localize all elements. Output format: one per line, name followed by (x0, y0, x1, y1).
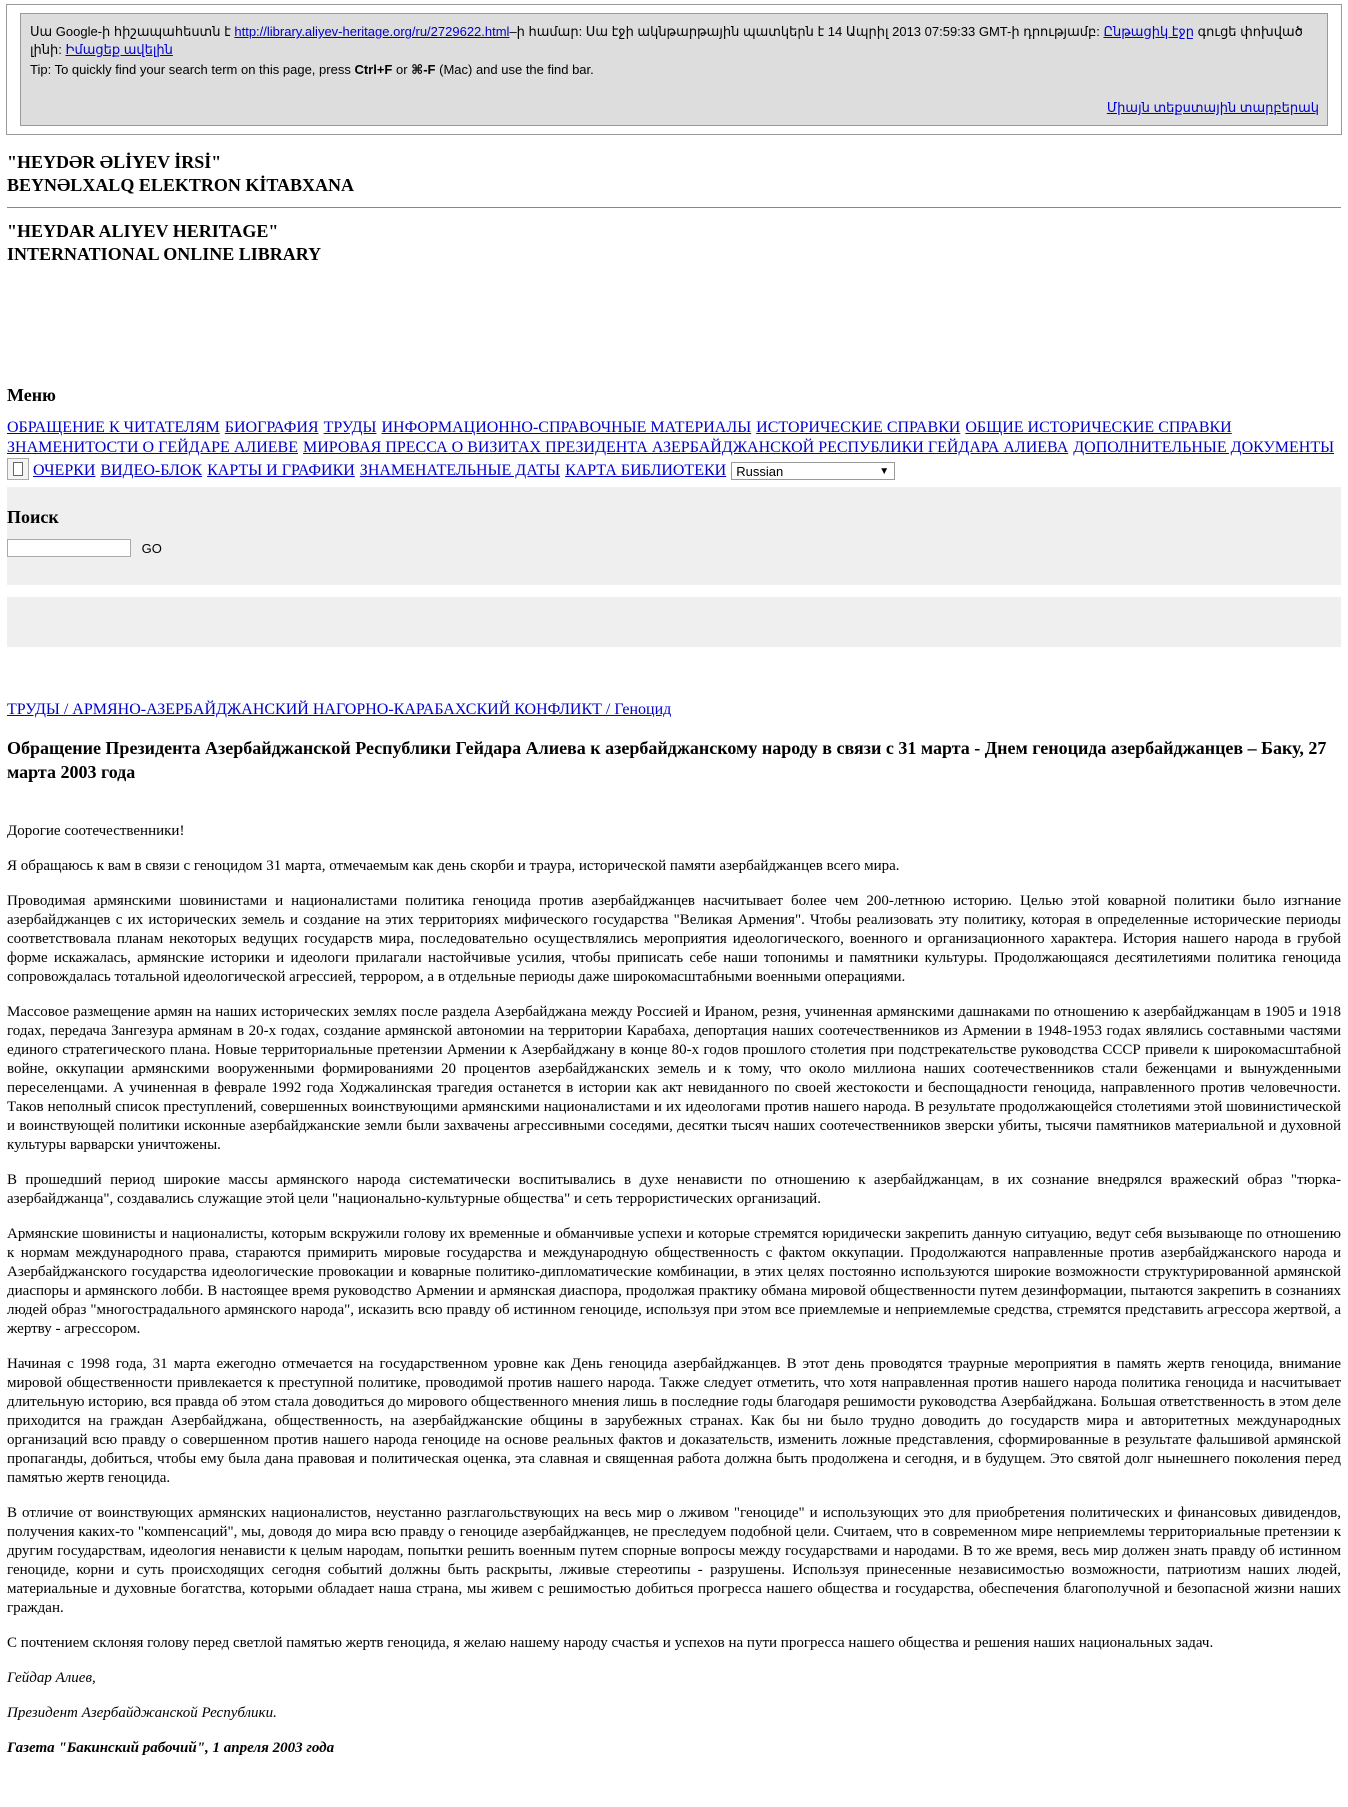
menu-link-additional-documents[interactable]: ДОПОЛНИТЕЛЬНЫЕ ДОКУМЕНТЫ (1073, 439, 1335, 456)
menu-link-address-readers[interactable]: ОБРАЩЕНИЕ К ЧИТАТЕЛЯМ (7, 419, 220, 436)
document-icon[interactable] (7, 458, 29, 480)
article-paragraph: Дорогие соотечественники! (7, 823, 185, 839)
tip-suffix-text: (Mac) and use the find bar. (435, 62, 594, 77)
search-input[interactable] (7, 539, 131, 557)
article-source: Газета "Бакинский рабочий", 1 апреля 2003 года (7, 1740, 335, 1756)
language-select[interactable] (731, 462, 895, 480)
menu-link-world-press[interactable]: МИРОВАЯ ПРЕССА О ВИЗИТАХ ПРЕЗИДЕНТА АЗЕРБАЙДЖАНСКОЙ РЕСПУБЛИКИ ГЕЙДАРА АЛИЕВА (303, 439, 1069, 456)
menu-link-celebrities[interactable]: ЗНАМЕНИТОСТИ О ГЕЙДАРЕ АЛИЕВЕ (7, 439, 298, 456)
search-row (7, 539, 1341, 557)
tip-key-cmd-f: ⌘-F (411, 62, 436, 77)
search-heading: Поиск (7, 507, 59, 527)
tip-prefix-text: Tip: To quickly find your search term on this page, press (30, 62, 355, 77)
text-only-row (30, 99, 1319, 117)
page-content (0, 151, 1348, 1758)
article-body (7, 822, 1341, 1758)
menu-link-library-map[interactable]: КАРТА БИБЛИОТЕКИ (565, 462, 727, 479)
tip-key-ctrl-f: Ctrl+F (354, 62, 393, 77)
menu-link-significant-dates[interactable]: ЗНАМЕНАТЕЛЬНЫЕ ДАТЫ (359, 462, 561, 479)
menu-link-general-historical-references[interactable]: ОБЩИЕ ИСТОРИЧЕСКИЕ СПРАВКИ (965, 419, 1232, 436)
library-title-az-line2: BEYNƏLXALQ ELEKTRON KİTABXANA (7, 175, 355, 195)
library-title-az-line1: "HEYDƏR ƏLİYEV İRSİ" (7, 152, 222, 172)
article-title: Обращение Президента Азербайджанской Республики Гейдара Алиева к азербайджанскому народу в связи с 31 марта - Днем геноцида азербайджанцев – Баку, 27 марта 2003 года (7, 738, 1327, 782)
article-paragraph: В прошедший период широкие массы армянского народа систематически воспитывались в духе ненависти по отношению к азербайджанцам, в их сознание внедрялся вражеский образ "тюрка-азербайджанца", создавались служащие этой цели "национально-культурные общества" и сеть террористических организаций. (7, 1172, 1341, 1207)
library-title-en (7, 220, 1341, 266)
article-paragraph: Проводимая армянскими шовинистами и националистами политика геноцида против азербайджанцев насчитывает более чем 200-летнюю историю. Целью этой коварной политики было изгнание азербайджанцев с их исторических земель и создание на этих территориях мифического государства "Великая Армения". Чтобы реализовать эту политику, которая в определенные исторические периоды соответствовала планам некоторых ведущих государств мира, последовательно осуществлялись мероприятия идеологического, военного и организационного характера. История нашего народа в грубой форме искажалась, армянские историки и идеологи прилагали настойчивые усилия, чтобы приписать себе наши топонимы и памятники культуры. Продолжающаяся десятилетиями политика геноцида сопровождалась тотальной идеологической агрессией, террором, а в отдельные периоды даже широкомасштабными военными операциями. (7, 893, 1341, 985)
menu-link-video-block[interactable]: ВИДЕО-БЛОК (100, 462, 203, 479)
menu-link-reference-materials[interactable]: ИНФОРМАЦИОННО-СПРАВОЧНЫЕ МАТЕРИАЛЫ (381, 419, 752, 436)
language-select-value: Russian (736, 464, 784, 480)
menu-heading: Меню (7, 385, 56, 405)
article-paragraph: С почтением склоняя голову перед светлой памятью жертв геноцида, я желаю нашему народу счастья и успехов на пути прогресса нашего общества и решения наших национальных задач. (7, 1635, 1214, 1651)
current-page-link[interactable]: Ընթացիկ էջը (1103, 24, 1195, 39)
cache-middle2-text: գուցե փոխված լինի: (30, 24, 1303, 57)
article-paragraph: Начиная с 1998 года, 31 марта ежегодно отмечается на государственном уровне как День геноцида азербайджанцев. В этот день проводятся траурные мероприятия в память жертв геноцида, внимание мировой общественности привлекается к преступной политике, проводимой против нашего народа. Также следует отметить, что хотя направленная против нашего народа политика геноцида и насчитывает длительную историю, вся правда об этом стала доводиться до мирового общественного мнения лишь в последние годы благодаря решимости руководства Азербайджана. Большая ответственность в этом деле приходится на граждан Азербайджана, общественность, на азербайджанские общины в зарубежных странах. Как бы ни было трудно доводить до государств мира и авторитетных международных организаций всю правду о совершенном против нашего народа геноциде на основе реальных фактов и доказательств, изменить ложные представления, сформированные в результате фальшивой армянской пропаганды, добиться, чтобы ему была дана правовая и политическая оценка, эта славная и священная работа должна быть продолжена и сегодня, и в будущем. Это святой долг нынешнего поколения перед памятью жертв геноцида. (7, 1356, 1341, 1486)
menu-link-historical-references[interactable]: ИСТОРИЧЕСКИЕ СПРАВКИ (756, 419, 961, 436)
cache-tip-line (30, 61, 1319, 79)
tip-or-text: or (392, 62, 412, 77)
learn-more-link[interactable]: Իմացեք ավելին (65, 42, 173, 57)
menu-link-maps-graphs[interactable]: КАРТЫ И ГРАФИКИ (207, 462, 355, 479)
cache-info-line (30, 23, 1319, 59)
article-paragraph: В отличие от воинствующих армянских националистов, неустанно разглагольствующих на весь мир о лживом "геноциде" и использующих это для приобретения политических и финансовых дивидендов, получения каких-то "компенсаций", мы, доводя до мира всю правду о геноциде азербайджанцев, не преследуем подобной цели. Считаем, что в современном мире неприемлемы территориальные претензии к другим государствам, идеология ненависти к целым народам, попытки решить военным путем спорные вопросы между государствами и народами. В то же время, весь мир должен знать правду об истинном геноциде, корни и суть происходящих сегодня событий должны быть раскрыты, лживые стереотипы - разрушены. Используя принесенные независимостью возможности, патриотизм наших людей, материальные и духовные богатства, которыми обладает наша страна, мы живем с решимостью добиться прогресса нашего общества и государства, обеспечения благополучной и безопасной жизни наших граждан. (7, 1505, 1341, 1616)
cached-url-link[interactable]: http://library.aliyev-heritage.org/ru/2729622.html (234, 24, 510, 39)
grey-spacer-bar (7, 597, 1341, 647)
search-block (7, 487, 1341, 585)
article-paragraph: Массовое размещение армян на наших исторических землях после раздела Азербайджана между Россией и Ираном, резня, учиненная армянскими дашнаками по отношению к азербайджанцам в 1905 и 1918 годах, передача Зангезура армянам в 20-х годах, создание армянской автономии на территории Карабаха, депортация наших соотечественников из Армении в 1948-1953 годах являлись составными частями единого стратегического плана. Новые территориальные претензии Армении к Азербайджану в конце 80-х годов прошлого столетия при подстрекательстве руководства СССР привели к широкомасштабной войне, оккупации армянскими вооруженными формированиями 20 процентов азербайджанских земель и к тому, что около миллиона наших соотечественников стали беженцами и вынужденными переселенцами. А учиненная в феврале 1992 года Ходжалинская трагедия останется в истории как акт невиданного по своей жестокости и беспощадности геноцида, направленного против человечности. Таков неполный список преступлений, совершенных воинствующими армянскими националистами и их идеологами против нашего народа. В результате продолжающейся столетиями этой шовинистической и воинствующей политики исконные азербайджанские земли были захвачены агрессивными соседями, десятки тысяч наших соотечественников зверски убиты, тысячи памятников материальной и духовной культуры варварски уничтожены. (7, 1004, 1341, 1153)
text-only-version-link[interactable]: Միայն տեքստային տարբերակ (1106, 100, 1319, 115)
menu-links (7, 418, 1341, 481)
google-cache-banner (6, 4, 1342, 135)
article-paragraph: Армянские шовинисты и националисты, которым вскружили голову их временные и обманчивые успехи и которые стремятся юридически закрепить данную ситуацию, ведут себя вызывающе по отношению к нормам международного права, стараются примирить мировые государства и международную общественность с фактом оккупации. Продолжаются направленные против азербайджанского народа и Азербайджанского государства идеологические провокации и коварные политико-дипломатические комбинации, в этих целях постоянно используются широкие возможности структурированной армянской диаспоры и армянского лобби. В настоящее время руководство Армении и армянская диаспора, продолжая практику обмана мировой общественности путем дезинформации, пытаются закрепить в сознаниях людей образ "многострадального армянского народа", исказить всю правду об истинном геноциде, используя при этом все приемлемые и неприемлемые средства, стремятся представить агрессора жертвой, а жертву - агрессором. (7, 1226, 1341, 1337)
chevron-down-icon: ▼ (879, 466, 890, 478)
google-cache-banner-inner (20, 13, 1328, 126)
search-go-button[interactable]: GO (141, 540, 162, 556)
library-title-az (7, 151, 1341, 197)
article-paragraph: Я обращаюсь к вам в связи с геноцидом 31 марта, отмечаемым как день скорби и траура, исторической памяти азербайджанцев всего мира. (7, 858, 900, 874)
cache-prefix-text: Սա Google-ի հիշապահեստն է (30, 24, 235, 39)
breadcrumb (7, 700, 1341, 720)
menu-link-essays[interactable]: ОЧЕРКИ (33, 462, 96, 479)
menu-link-biography[interactable]: БИОГРАФИЯ (224, 419, 319, 436)
signature-position: Президент Азербайджанской Республики. (7, 1705, 277, 1721)
header-divider (7, 207, 1341, 208)
breadcrumb-link[interactable]: ТРУДЫ / АРМЯНО-АЗЕРБАЙДЖАНСКИЙ НАГОРНО-КАРАБАХСКИЙ КОНФЛИКТ / Геноцид (7, 701, 672, 718)
menu-link-works[interactable]: ТРУДЫ (323, 419, 377, 436)
cache-middle-text: –ի համար: Սա էջի ակնթարթային պատկերն է 14 Ապրիլ 2013 07:59:33 GMT-ի դրությամբ: (509, 24, 1104, 39)
signature-name: Гейдар Алиев, (7, 1670, 96, 1686)
library-title-en-line2: INTERNATIONAL ONLINE LIBRARY (7, 244, 322, 264)
library-title-en-line1: "HEYDAR ALIYEV HERITAGE" (7, 221, 279, 241)
